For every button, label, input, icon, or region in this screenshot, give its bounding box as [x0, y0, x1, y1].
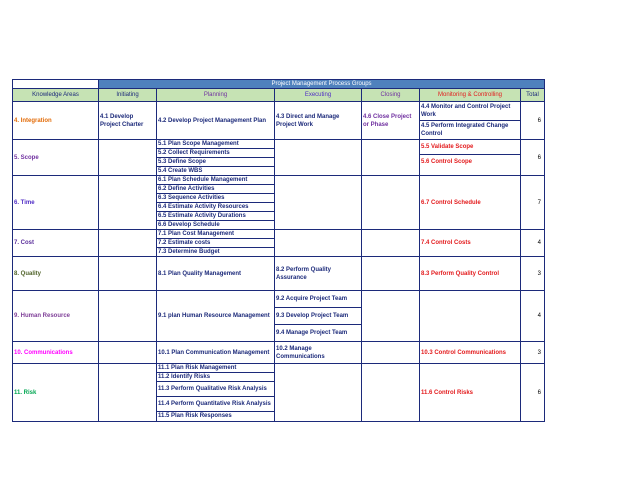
table-row	[13, 102, 545, 140]
table-row	[13, 291, 545, 342]
comm-planning: 10.1 Plan Communication Management	[157, 342, 275, 364]
header-executing: Executing	[275, 89, 362, 102]
list-item: 11.5 Plan Risk Responses	[158, 413, 232, 419]
scope-planning	[157, 140, 275, 176]
list-item: 11.2 Identify Risks	[157, 373, 274, 382]
header-total: Total	[521, 89, 545, 102]
list-item: 4.4 Monitor and Control Project Work	[420, 102, 520, 121]
time-monitoring: 6.7 Control Schedule	[420, 176, 521, 230]
scope-closing	[362, 140, 420, 176]
cost-closing	[362, 230, 420, 257]
table-row	[13, 342, 545, 364]
list-item: 5.5 Validate Scope	[420, 140, 520, 155]
list-item: 6.2 Define Activities	[157, 185, 274, 194]
cost-initiating	[99, 230, 157, 257]
table-row	[13, 176, 545, 230]
time-initiating	[99, 176, 157, 230]
table-row	[13, 230, 545, 257]
time-closing	[362, 176, 420, 230]
cost-monitoring: 7.4 Control Costs	[420, 230, 521, 257]
process-groups-banner: Project Management Process Groups	[99, 80, 545, 89]
list-item: 11.4 Perform Quantitative Risk Analysis	[157, 397, 274, 412]
area-communications: 10. Communications	[13, 342, 99, 364]
hr-closing	[362, 291, 420, 342]
scope-executing	[275, 140, 362, 176]
risk-total: 6	[521, 364, 545, 422]
list-item: 5.1 Plan Scope Management	[157, 140, 274, 149]
list-item: 5.4 Create WBS	[158, 168, 203, 174]
banner-spacer	[13, 80, 99, 89]
hr-total: 4	[521, 291, 545, 342]
list-item: 9.2 Acquire Project Team	[275, 291, 361, 308]
integration-planning: 4.2 Develop Project Management Plan	[157, 102, 275, 140]
scope-total: 6	[521, 140, 545, 176]
quality-initiating	[99, 257, 157, 291]
process-groups-table	[12, 79, 545, 422]
quality-executing: 8.2 Perform Quality Assurance	[275, 257, 362, 291]
header-initiating: Initiating	[99, 89, 157, 102]
time-planning	[157, 176, 275, 230]
comm-total: 3	[521, 342, 545, 364]
list-item: 7.3 Determine Budget	[158, 249, 220, 255]
area-risk: 11. Risk	[13, 364, 99, 422]
integration-initiating: 4.1 Develop Project Charter	[99, 102, 157, 140]
list-item: 4.5 Perform Integrated Change Control	[421, 123, 509, 137]
risk-initiating	[99, 364, 157, 422]
comm-closing	[362, 342, 420, 364]
quality-monitoring: 8.3 Perform Quality Control	[420, 257, 521, 291]
area-integration: 4. Integration	[13, 102, 99, 140]
comm-executing: 10.2 Manage Communications	[275, 342, 362, 364]
hr-planning: 9.1 plan Human Resource Management	[157, 291, 275, 342]
scope-initiating	[99, 140, 157, 176]
quality-closing	[362, 257, 420, 291]
quality-total: 3	[521, 257, 545, 291]
time-executing	[275, 176, 362, 230]
list-item: 5.6 Control Scope	[421, 159, 473, 165]
integration-monitoring	[420, 102, 521, 140]
list-item: 9.4 Manage Project Team	[276, 330, 348, 336]
list-item: 6.6 Develop Schedule	[158, 222, 220, 228]
scope-monitoring	[420, 140, 521, 176]
cost-planning	[157, 230, 275, 257]
list-item: 11.1 Plan Risk Management	[157, 364, 274, 373]
header-knowledge-areas: Knowledge Areas	[13, 89, 99, 102]
list-item: 6.5 Estimate Activity Durations	[157, 212, 274, 221]
quality-planning: 8.1 Plan Quality Management	[157, 257, 275, 291]
header-planning: Planning	[157, 89, 275, 102]
comm-initiating	[99, 342, 157, 364]
list-item: 6.3 Sequence Activities	[157, 194, 274, 203]
table-row	[13, 140, 545, 176]
header-monitoring: Monitoring & Controlling	[420, 89, 521, 102]
risk-monitoring: 11.6 Control Risks	[420, 364, 521, 422]
area-time: 6. Time	[13, 176, 99, 230]
hr-initiating	[99, 291, 157, 342]
list-item: 11.3 Perform Qualitative Risk Analysis	[157, 382, 274, 397]
risk-executing	[275, 364, 362, 422]
area-cost: 7. Cost	[13, 230, 99, 257]
list-item: 7.2 Estimate costs	[157, 239, 274, 248]
list-item: 6.4 Estimate Activity Resources	[157, 203, 274, 212]
hr-monitoring	[420, 291, 521, 342]
hr-executing	[275, 291, 362, 342]
integration-executing: 4.3 Direct and Manage Project Work	[275, 102, 362, 140]
table-row	[13, 364, 545, 422]
area-scope: 5. Scope	[13, 140, 99, 176]
list-item: 9.3 Develop Project Team	[275, 308, 361, 325]
integration-closing: 4.6 Close Project or Phase	[362, 102, 420, 140]
area-human-resource: 9. Human Resource	[13, 291, 99, 342]
comm-monitoring: 10.3 Control Communications	[420, 342, 521, 364]
list-item: 5.2 Collect Requirements	[157, 149, 274, 158]
integration-total: 6	[521, 102, 545, 140]
list-item: 6.1 Plan Schedule Management	[157, 176, 274, 185]
cost-total: 4	[521, 230, 545, 257]
header-closing: Closing	[362, 89, 420, 102]
risk-closing	[362, 364, 420, 422]
list-item: 7.1 Plan Cost Management	[157, 230, 274, 239]
time-total: 7	[521, 176, 545, 230]
cost-executing	[275, 230, 362, 257]
area-quality: 8. Quality	[13, 257, 99, 291]
table-row	[13, 257, 545, 291]
risk-planning	[157, 364, 275, 422]
list-item: 5.3 Define Scope	[157, 158, 274, 167]
